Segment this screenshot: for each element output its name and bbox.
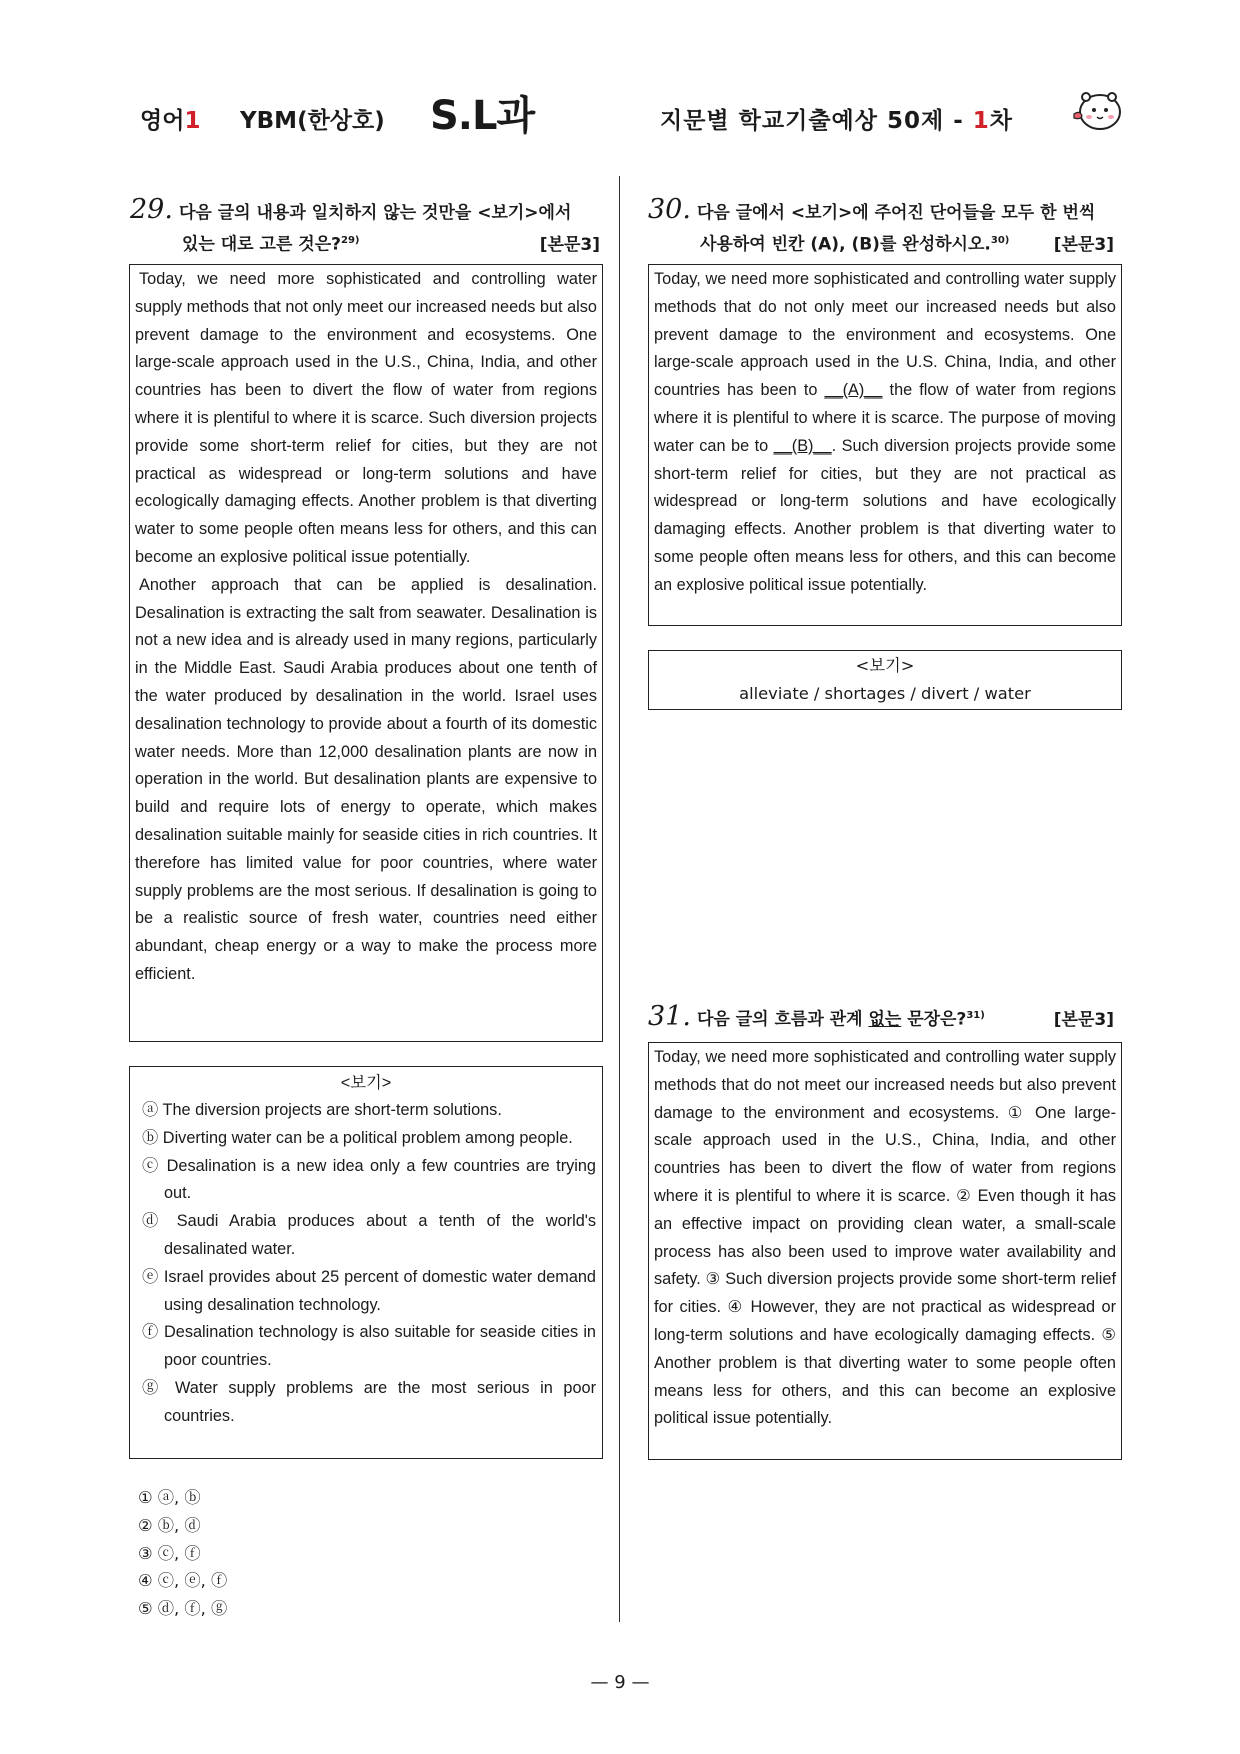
q29-bogi-item: ⓓ Saudi Arabia produces about a tenth of the world's desalinated water. xyxy=(142,1212,596,1258)
mascot-logo-icon xyxy=(1072,88,1124,134)
q30-title: 30. 다음 글에서 <보기>에 주어진 단어들을 모두 한 번씩 사용하여 빈칸 (A), (B)를 완성하시오.$^{30)}$ [본문3] xyxy=(648,196,1114,259)
q31-title: 31. 다음 글의 흐름과 관계 없는 문장은?$^{31)}$ [본문3] xyxy=(648,1000,1114,1032)
page-header xyxy=(0,84,1240,144)
q29-number: 29. xyxy=(130,194,173,225)
q31-passage-box xyxy=(648,1042,1122,1460)
q30-number: 30. xyxy=(648,194,691,225)
q30-passage: Today, we need more sophisticated and controlling water supply methods that do not only meet our increased needs but also prevent damage to the environment and ecosystems. One large-scale approach used in the U.S. China, India, and other countries has been to __(A)__ the flow of water from regions where it is plentiful to where it is scarce. The purpose of moving water can be to __(B)__. Such diversion projects provide some short-term relief for cities, but they are not practical as widespread or long-term solutions and have ecologically damaging effects. Another problem is that diverting water to some people often means less for others, and this can become an explosive political issue potentially. xyxy=(654,270,1116,594)
q29-bogi-title: <보기> xyxy=(340,1074,392,1092)
answer-choice[interactable]: ③ ⓒ, ⓕ xyxy=(138,1543,201,1563)
q30-bogi-title: <보기> xyxy=(855,656,915,675)
q30-bogi-box xyxy=(648,650,1122,710)
q29-tag: [본문3] xyxy=(539,234,600,255)
answer-choice[interactable]: ④ ⓒ, ⓔ, ⓕ xyxy=(138,1571,228,1591)
publisher-label: YBM(한상호) xyxy=(240,108,385,134)
q29-bogi-item: ⓕ Desalination technology is also suitable for seaside cities in poor countries. xyxy=(142,1323,596,1370)
subject-label: 영어1 xyxy=(140,108,201,134)
q30-tag: [본문3] xyxy=(1053,234,1114,255)
q30-bogi-words: alleviate / shortages / divert / water xyxy=(739,684,1031,703)
q29-bogi-item: ⓒ Desalination is a new idea only a few countries are trying out. xyxy=(142,1156,596,1203)
q29-bogi-item: ⓔ Israel provides about 25 percent of domestic water demand using desalination technology. xyxy=(142,1267,596,1314)
q29-passage-paragraph-1: Today, we need more sophisticated and controlling water supply methods that not only meet our increased needs but also prevent damage to the environment and ecosystems. One large-scale approach used in the U.S., China, India, and other countries has been to divert the flow of water from regions where it is plentiful to where it is scarce. Such diversion projects provide some short-term relief for cities, but they are not practical as widespread or long-term solutions and have ecologically damaging effects. Another problem is that diverting water to some people often means less for others, and this can become an explosive political issue potentially. xyxy=(135,270,597,566)
q29-bogi-item: ⓖ Water supply problems are the most serious in poor countries. xyxy=(142,1378,596,1425)
lesson-title: S.L과 xyxy=(430,93,535,139)
q30-passage-box xyxy=(648,264,1122,626)
blank-a[interactable]: __(A)__ xyxy=(824,381,883,400)
q29-bogi-box xyxy=(129,1066,603,1459)
q29-passage-paragraph-2: Another approach that can be applied is desalination. Desalination is extracting the salt from seawater. Desalination is not a new idea and is already used in many regions, particularly in the Middle East. Saudi Arabia produces about one tenth of the water produced by desalination in the world. Israel uses desalination technology to provide about a fourth of its domestic water needs. More than 12,000 desalination plants are now in operation in the world. But desalination plants are expensive to build and require lots of energy to operate, which makes desalination suitable mainly for seaside cities in rich countries. It therefore has limited value for poor countries, where water supply problems are the most serious. If desalination is going to be a realistic source of fresh water, countries need either abundant, cheap energy or a way to make the process more efficient. xyxy=(135,575,597,983)
answer-choice[interactable]: ⑤ ⓓ, ⓕ, ⓖ xyxy=(138,1599,228,1619)
q29-answer-choices xyxy=(138,1484,227,1623)
column-divider xyxy=(619,176,620,1622)
q29-title: 29. 다음 글의 내용과 일치하지 않는 것만을 <보기>에서 있는 대로 고른 것은?$^{29)}$ [본문3] xyxy=(130,196,600,259)
page-number: — 9 — xyxy=(590,1672,650,1693)
q31-number: 31. xyxy=(648,1000,691,1032)
q29-bogi-item: ⓐ The diversion projects are short-term solutions. xyxy=(142,1101,502,1119)
answer-choice[interactable]: ① ⓐ, ⓑ xyxy=(138,1488,201,1507)
q31-tag: [본문3] xyxy=(1053,1009,1114,1030)
q29-bogi-item: ⓑ Diverting water can be a political problem among people. xyxy=(142,1128,573,1147)
blank-b[interactable]: __(B)__ xyxy=(773,436,832,455)
q31-passage: Today, we need more sophisticated and controlling water supply methods that do not meet our increased needs but also prevent damage to the environment and ecosystems. ① One large-scale approach used in the U.S., China, India, and other countries has been to divert the flow of water from regions where it is plentiful to where it is scarce. ② Even though it has an effective impact on providing clean water, a small-scale process has also been used to improve water availability and safety. ③ Such diversion projects provide some short-term relief for cities. ④ However, they are not practical as widespread or long-term solutions and have ecologically damaging effects. ⑤ Another problem is that diverting water to some people often means less for others, and this can become an explosive political issue potentially. xyxy=(654,1048,1116,1428)
exam-title: 지문별 학교기출예상 50제 - 1차 xyxy=(660,108,1013,134)
q29-passage-box xyxy=(129,264,603,1042)
answer-choice[interactable]: ② ⓑ, ⓓ xyxy=(138,1515,201,1535)
